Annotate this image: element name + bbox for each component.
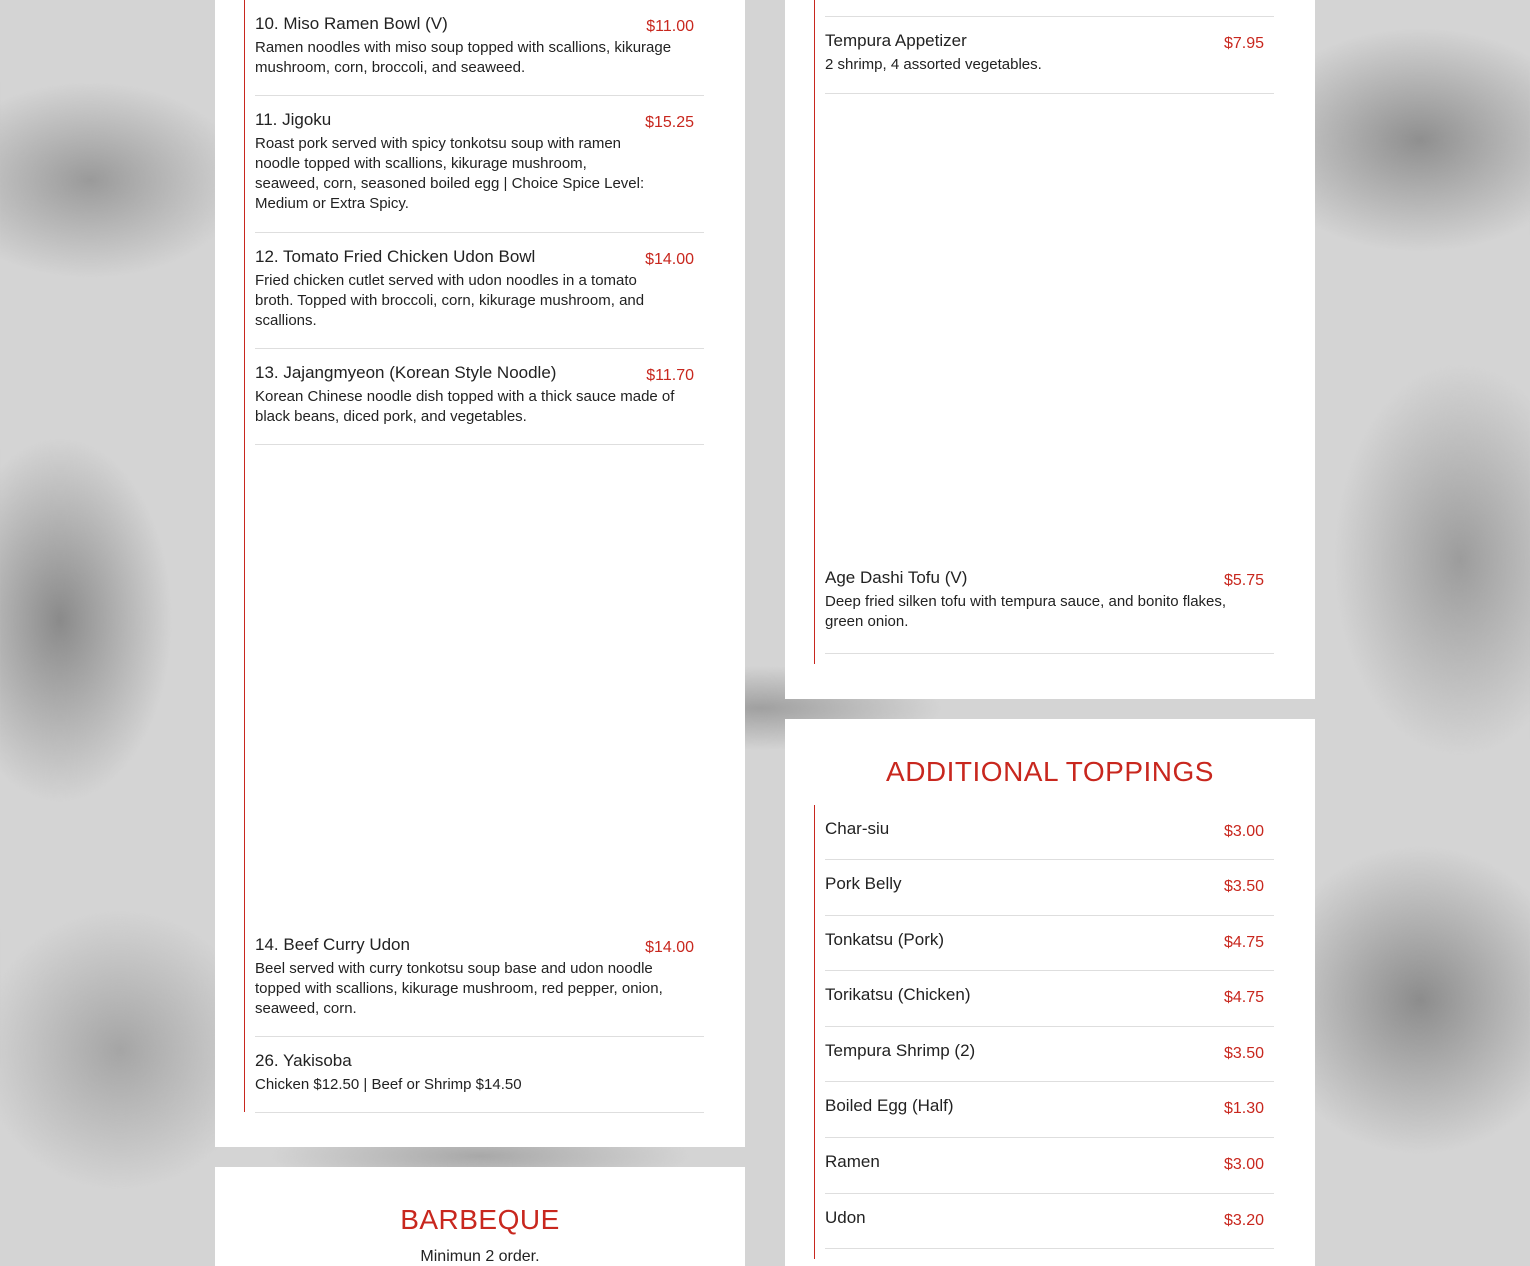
topping-name: Udon bbox=[825, 1208, 866, 1227]
topping-price: $4.75 bbox=[1223, 989, 1264, 1006]
topping-price: $3.50 bbox=[1223, 1045, 1264, 1062]
topping-item-boiled-egg[interactable] bbox=[825, 1082, 1274, 1138]
menu-item-description: Beel served with curry tonkotsu soup base and udon noodle topped with scallions, kikurage mushroom, red pepper, onion, seaweed, corn. bbox=[255, 960, 663, 1017]
menu-item-description: 2 shrimp, 4 assorted vegetables. bbox=[825, 56, 1042, 73]
menu-item-price: $14.00 bbox=[645, 939, 694, 956]
barbeque-title: BARBEQUE bbox=[400, 1204, 560, 1235]
menu-item-price: $15.25 bbox=[645, 114, 694, 131]
menu-item-description: Ramen noodles with miso soup topped with scallions, kikurage mushroom, corn, broccoli, and seaweed. bbox=[255, 39, 672, 76]
topping-name: Boiled Egg (Half) bbox=[825, 1096, 954, 1115]
topping-price: $3.20 bbox=[1223, 1212, 1264, 1229]
topping-name: Tempura Shrimp (2) bbox=[825, 1041, 976, 1060]
menu-item-price: $7.95 bbox=[1223, 35, 1264, 52]
menu-item-jigoku[interactable] bbox=[255, 96, 704, 233]
menu-item-description: Deep fried silken tofu with tempura sauce, and bonito flakes, green onion. bbox=[825, 593, 1227, 630]
barbeque-panel bbox=[215, 1167, 745, 1266]
menu-item-tempura-appetizer[interactable] bbox=[825, 17, 1274, 94]
menu-item-name: 10. Miso Ramen Bowl (V) bbox=[255, 14, 448, 33]
menu-item-name: Tempura Appetizer bbox=[825, 31, 967, 50]
topping-item-udon[interactable] bbox=[825, 1194, 1274, 1249]
topping-name: Ramen bbox=[825, 1152, 880, 1171]
toppings-panel bbox=[785, 719, 1315, 1266]
menu-item-image-placeholder bbox=[825, 94, 1275, 554]
menu-item-image-placeholder bbox=[255, 445, 705, 921]
noodle-menu-panel bbox=[215, 0, 745, 1147]
previous-item-divider bbox=[825, 0, 1274, 17]
topping-price: $1.30 bbox=[1223, 1100, 1264, 1117]
menu-item-age-dashi-tofu[interactable] bbox=[825, 554, 1274, 654]
menu-item-description: Fried chicken cutlet served with udon noodles in a tomato broth. Topped with broccoli, corn, kikurage mushroom, and scallions. bbox=[255, 272, 645, 329]
topping-price: $3.00 bbox=[1223, 823, 1264, 840]
menu-item-name: 14. Beef Curry Udon bbox=[255, 935, 410, 954]
topping-item-pork-belly[interactable] bbox=[825, 860, 1274, 916]
appetizer-menu-list bbox=[814, 0, 1275, 664]
toppings-list bbox=[814, 805, 1275, 1259]
menu-item-price: $5.75 bbox=[1223, 572, 1264, 589]
menu-item-price: $11.70 bbox=[646, 367, 694, 384]
menu-item-price: $11.00 bbox=[646, 18, 694, 35]
appetizer-menu-panel bbox=[785, 0, 1315, 699]
topping-name: Tonkatsu (Pork) bbox=[825, 930, 945, 949]
topping-price: $3.00 bbox=[1223, 1156, 1264, 1173]
menu-item-description: Roast pork served with spicy tonkotsu soup with ramen noodle topped with scallions, kikurage mushroom, seaweed, corn, seasoned boiled egg | Choice Spice Level: Medium or Extra Spicy. bbox=[255, 135, 645, 212]
toppings-title: ADDITIONAL TOPPINGS bbox=[886, 756, 1214, 787]
topping-name: Torikatsu (Chicken) bbox=[825, 985, 971, 1004]
topping-name: Char-siu bbox=[825, 819, 890, 838]
menu-item-price: $14.00 bbox=[645, 251, 694, 268]
barbeque-subtitle: Minimun 2 order. bbox=[420, 1248, 540, 1265]
menu-item-name: Age Dashi Tofu (V) bbox=[825, 568, 968, 587]
menu-item-yakisoba[interactable] bbox=[255, 1037, 704, 1113]
menu-item-jajangmyeon[interactable] bbox=[255, 349, 704, 445]
menu-item-miso-ramen[interactable] bbox=[255, 0, 704, 96]
menu-item-name: 11. Jigoku bbox=[255, 110, 332, 129]
topping-item-char-siu[interactable] bbox=[825, 805, 1274, 860]
topping-name: Pork Belly bbox=[825, 874, 902, 893]
menu-item-description: Korean Chinese noodle dish topped with a thick sauce made of black beans, diced pork, and vegetables. bbox=[255, 388, 675, 425]
noodle-menu-list bbox=[244, 0, 705, 1112]
topping-price: $4.75 bbox=[1223, 934, 1264, 951]
menu-item-name: 13. Jajangmyeon (Korean Style Noodle) bbox=[255, 363, 557, 382]
topping-price: $3.50 bbox=[1223, 878, 1264, 895]
menu-item-description: Chicken $12.50 | Beef or Shrimp $14.50 bbox=[255, 1076, 522, 1093]
topping-item-torikatsu[interactable] bbox=[825, 971, 1274, 1027]
topping-item-tempura-shrimp[interactable] bbox=[825, 1027, 1274, 1082]
menu-item-beef-curry-udon[interactable] bbox=[255, 921, 704, 1037]
topping-item-ramen[interactable] bbox=[825, 1138, 1274, 1194]
menu-item-name: 12. Tomato Fried Chicken Udon Bowl bbox=[255, 247, 536, 266]
menu-item-tomato-udon[interactable] bbox=[255, 233, 704, 349]
topping-item-tonkatsu[interactable] bbox=[825, 916, 1274, 971]
menu-item-name: 26. Yakisoba bbox=[255, 1051, 352, 1070]
